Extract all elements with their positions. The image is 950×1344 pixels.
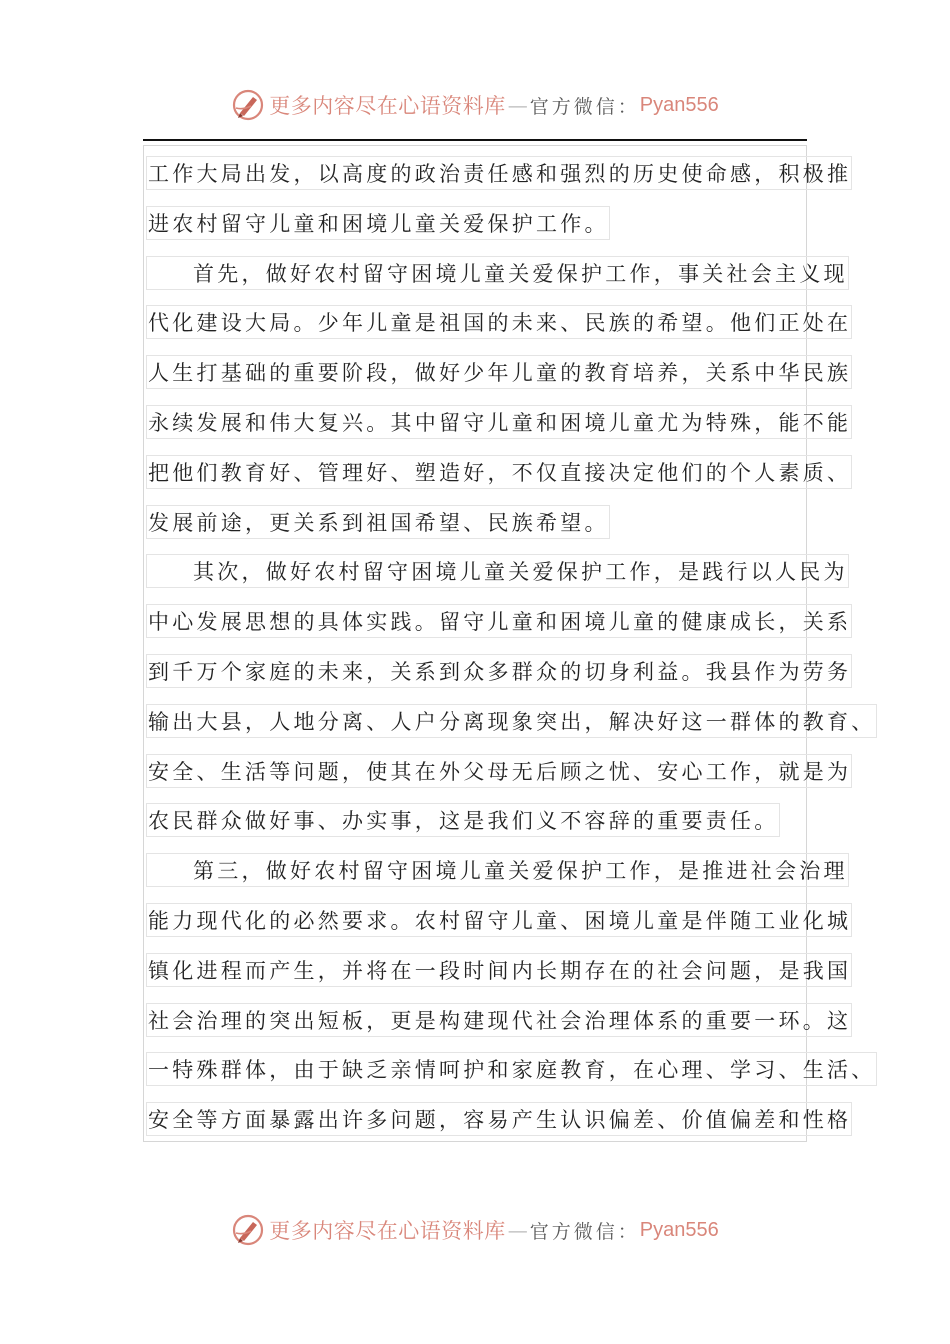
- text-line: 中心发展思想的具体实践。留守儿童和困境儿童的健康成长，关系: [146, 604, 852, 638]
- text-line: 第三，做好农村留守困境儿童关爱保护工作，是推进社会治理: [146, 853, 849, 887]
- text-line: 其次，做好农村留守困境儿童关爱保护工作，是践行以人民为: [146, 554, 849, 588]
- header-rule: [143, 139, 807, 141]
- text-line: 首先，做好农村留守困境儿童关爱保护工作，事关社会主义现: [146, 256, 849, 290]
- watermark-brand: 更多内容尽在心语资料库: [269, 94, 506, 118]
- watermark-label: 官方微信：: [529, 95, 640, 118]
- text-line: 安全、生活等问题，使其在外父母无后顾之忧、安心工作，就是为: [146, 754, 852, 788]
- text-line: 安全等方面暴露出许多问题，容易产生认识偏差、价值偏差和性格: [146, 1102, 852, 1136]
- text-line: 到千万个家庭的未来，关系到众多群众的切身利益。我县作为劳务: [146, 654, 852, 688]
- header-watermark: [0, 81, 950, 129]
- pen-logo-icon: [231, 88, 265, 122]
- text-line: 进农村留守儿童和困境儿童关爱保护工作。: [146, 206, 610, 240]
- text-line: 人生打基础的重要阶段，做好少年儿童的教育培养，关系中华民族: [146, 355, 852, 389]
- pen-logo-icon: [231, 1213, 265, 1247]
- watermark-dash: —: [507, 93, 528, 117]
- watermark-label: 官方微信：: [529, 1220, 640, 1243]
- text-line: 工作大局出发，以高度的政治责任感和强烈的历史使命感，积极推: [146, 156, 852, 190]
- text-line: 镇化进程而产生，并将在一段时间内长期存在的社会问题，是我国: [146, 953, 852, 987]
- text-line: 农民群众做好事、办实事，这是我们义不容辞的重要责任。: [146, 803, 780, 837]
- text-line: 把他们教育好、管理好、塑造好，不仅直接决定他们的个人素质、: [146, 455, 852, 489]
- text-line: 输出大县，人地分离、人户分离现象突出，解决好这一群体的教育、: [146, 704, 877, 738]
- text-line: 一特殊群体，由于缺乏亲情呵护和家庭教育，在心理、学习、生活、: [146, 1052, 877, 1086]
- text-line: 社会治理的突出短板，更是构建现代社会治理体系的重要一环。这: [146, 1003, 852, 1037]
- content-frame: [143, 145, 807, 1142]
- text-line: 发展前途，更关系到祖国希望、民族希望。: [146, 505, 610, 539]
- watermark-brand: 更多内容尽在心语资料库: [269, 1219, 506, 1243]
- watermark-wechat-id: Pyan556: [639, 1218, 719, 1241]
- watermark-dash: —: [507, 1218, 528, 1242]
- footer-watermark: [0, 1206, 950, 1254]
- text-line: 能力现代化的必然要求。农村留守儿童、困境儿童是伴随工业化城: [146, 903, 852, 937]
- text-line: 代化建设大局。少年儿童是祖国的未来、民族的希望。他们正处在: [146, 305, 852, 339]
- text-line: 永续发展和伟大复兴。其中留守儿童和困境儿童尤为特殊，能不能: [146, 405, 852, 439]
- watermark-wechat-id: Pyan556: [639, 93, 719, 116]
